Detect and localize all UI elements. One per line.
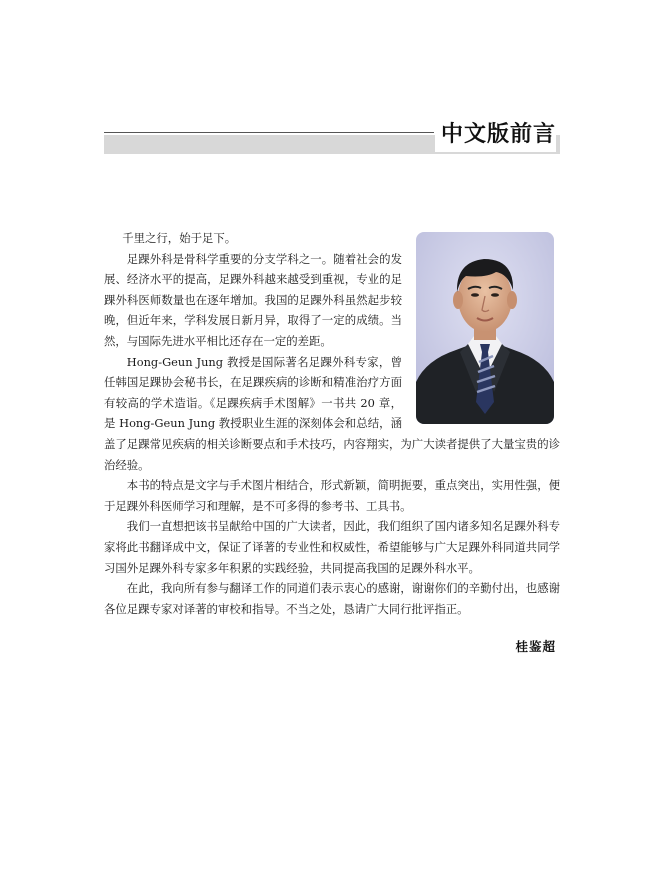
preface-paragraph: 本书的特点是文字与手术图片相结合，形式新颖，简明扼要，重点突出，实用性强，便于足踝外科医师学习和理解，是不可多得的参考书、工具书。 xyxy=(104,478,560,513)
page-title: 中文版前言 xyxy=(435,118,556,152)
preface-paragraph: 在此，我向所有参与翻译工作的同道们表示衷心的感谢，谢谢你们的辛勤付出，也感谢各位足踝专家对译著的审校和指导。不当之处，恳请广大同行批评指正。 xyxy=(104,581,560,616)
title-bar xyxy=(104,118,560,154)
preface-paragraph: 足踝外科是骨科学重要的分支学科之一。随着社会的发展、经济水平的提高，足踝外科越来越受到重视，专业的足踝外科医师数量也在逐年增加。我国的足踝外科虽然起步较晚，但近年来，学科发展日新月异，取得了一定的成绩。当然，与国际先进水平相比还存在一定的差距。 xyxy=(104,251,402,348)
portrait-image xyxy=(416,232,554,424)
preface-body xyxy=(104,228,560,619)
title-rule xyxy=(104,132,434,133)
author-photo xyxy=(416,232,554,424)
preface-paragraph: Hong-Geun Jung 教授是国际著名足踝外科专家，曾任韩国足踝协会秘书长，在足踝疾病的诊断和精准治疗方面有较高的学术造诣。《足踝疾病手术图解》一书共 20 章，是 Hong-Geun Jung 教授职业生涯的深刻体会和总结，涵盖了足踝常见疾病的相关诊断要点和手术技巧，内容翔实，为广大读者提供了大量宝贵的诊治经验。 xyxy=(104,354,560,472)
preface-paragraph: 我们一直想把该书呈献给中国的广大读者，因此，我们组织了国内诸多知名足踝外科专家将此书翻译成中文，保证了译著的专业性和权威性，希望能够与广大足踝外科同道共同学习国外足踝外科专家多年积累的实践经验，共同提高我国的足踝外科水平。 xyxy=(104,519,560,575)
preface-paragraph: 千里之行，始于足下。 xyxy=(122,231,237,245)
author-signature: 桂鉴超 xyxy=(515,639,556,654)
